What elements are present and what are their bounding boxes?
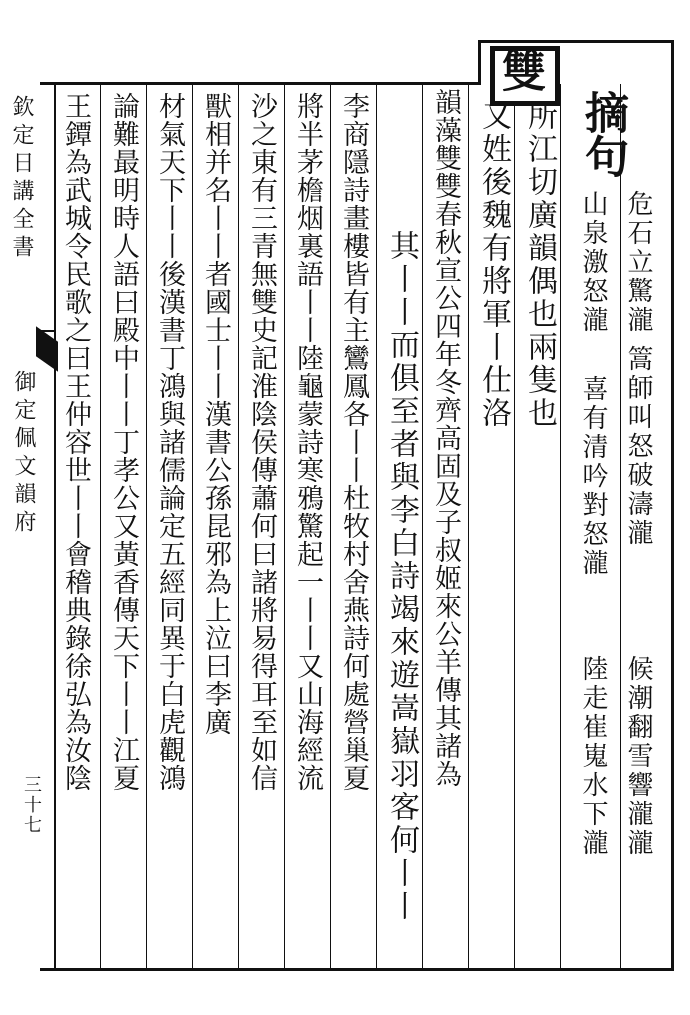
text-column: 其丨丨而俱至者與李白詩竭來遊嵩嶽羽客何丨丨 bbox=[384, 230, 419, 923]
margin-fold-title: 御定佩文韻府 bbox=[11, 370, 36, 538]
text-column: 沙之東有三青無雙史記淮陰侯傳蕭何曰諸將易得耳至如信 bbox=[246, 92, 277, 792]
text-column: 韻藻雙雙春秋宣公四年冬齊高固及子叔姬來公羊傳其諸為 bbox=[430, 88, 461, 788]
text-column: 材氣天下丨丨後漢書丁鴻與諸儒論定五經同異于白虎觀鴻 bbox=[154, 92, 185, 792]
column-rule bbox=[100, 84, 101, 968]
margin-book-title: 欽定日講全書 bbox=[9, 95, 34, 263]
zhaiju-heading: 摘句 bbox=[577, 90, 628, 178]
text-column: 李商隱詩畫樓皆有主鸞鳳各丨丨杜牧村舍燕詩何處營巢夏 bbox=[338, 92, 369, 792]
entry-line: 篙師叫怒破濤瀧 bbox=[623, 345, 653, 548]
column-rule bbox=[468, 84, 469, 968]
column-rule bbox=[284, 84, 285, 968]
top-frame-rule bbox=[40, 82, 480, 85]
text-column: 所江切廣韻偶也兩隻也 bbox=[522, 100, 557, 430]
column-rule bbox=[192, 84, 193, 968]
column-rule bbox=[238, 84, 239, 968]
text-column: 又姓後魏有將軍丨仕洛 bbox=[476, 100, 511, 430]
entry-line: 喜有清吟對怒瀧 bbox=[578, 375, 608, 578]
text-column: 論難最明時人語曰殿中丨丨丁孝公又黃香傳天下丨丨江夏 bbox=[108, 92, 139, 792]
column-rule bbox=[514, 84, 515, 968]
column-rule bbox=[560, 84, 561, 968]
text-column: 王鐔為武城令民歌之曰王仲容世丨丨會稽典錄徐弘為汝陰 bbox=[60, 92, 91, 792]
rhyme-header-char: 雙 bbox=[494, 48, 545, 92]
column-rule bbox=[422, 84, 423, 968]
column-rule bbox=[330, 84, 331, 968]
bottom-frame-rule bbox=[40, 968, 674, 971]
column-rule bbox=[376, 84, 377, 968]
top-frame-step bbox=[478, 40, 481, 85]
left-inner-rule bbox=[54, 82, 56, 970]
column-rule bbox=[146, 84, 147, 968]
top-frame-rule-right bbox=[478, 40, 674, 43]
column-rule bbox=[620, 84, 621, 968]
page-number: 三十七 bbox=[21, 775, 42, 835]
entry-line: 危石立驚瀧 bbox=[623, 190, 653, 335]
entry-line: 候潮翻雪響瀧瀧 bbox=[623, 655, 653, 858]
entry-heading bbox=[577, 90, 628, 178]
text-column: 獸相并名丨丨者國士丨丨漢書公孫昆邪為上泣曰李廣 bbox=[200, 92, 231, 736]
right-frame-rule bbox=[671, 40, 674, 970]
entry-line: 陸走崔嵬水下瀧 bbox=[578, 655, 608, 858]
entry-line: 山泉激怒瀧 bbox=[578, 190, 608, 335]
text-column: 將半茅檐烟裏語丨丨陸龜蒙詩寒鴉驚起一丨丨又山海經流 bbox=[292, 92, 323, 792]
